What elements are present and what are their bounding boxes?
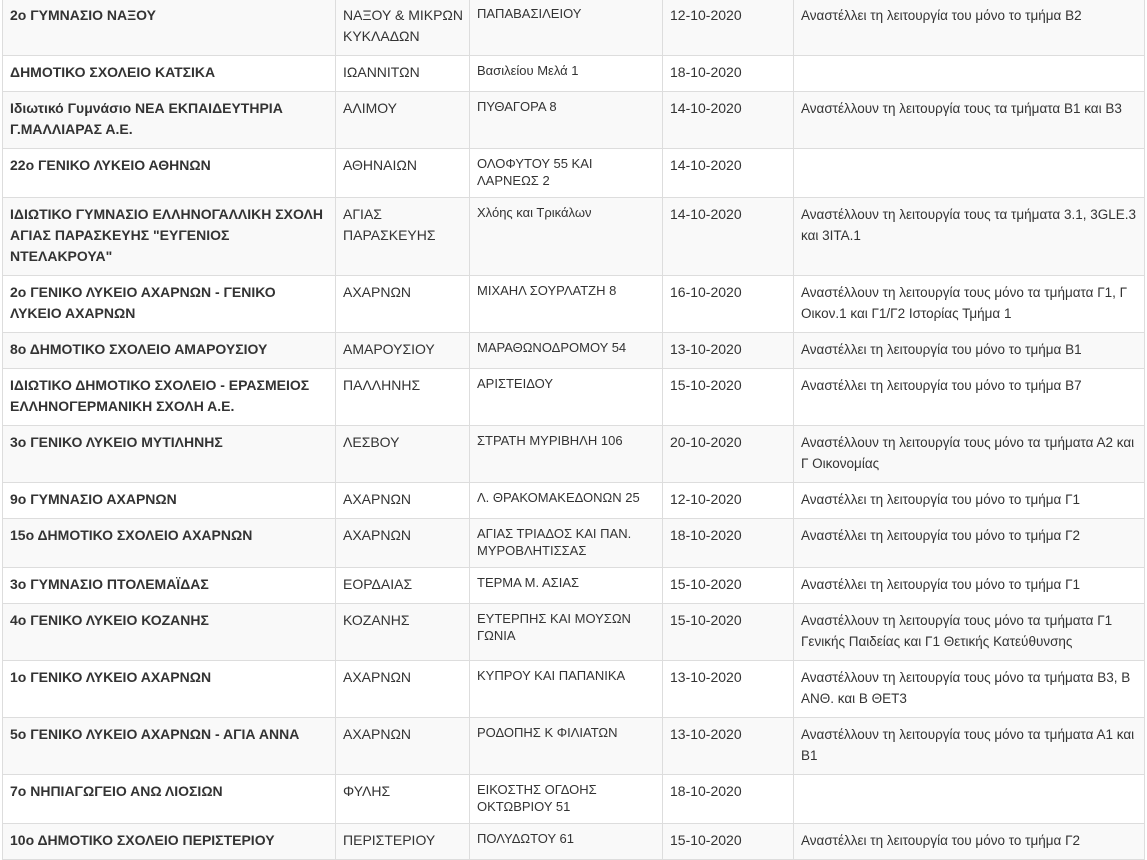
note-cell: Αναστέλλουν τη λειτουργία τους μόνο τα τμήματα Β3, Β ΑΝΘ. και Β ΘΕΤ3 xyxy=(794,661,1145,718)
date-cell: 14-10-2020 xyxy=(663,92,794,149)
area-cell: ΦΥΛΗΣ xyxy=(336,775,470,824)
table-row xyxy=(3,92,1145,149)
school-name-cell: 1ο ΓΕΝΙΚΟ ΛΥΚΕΙΟ ΑΧΑΡΝΩΝ xyxy=(3,661,336,718)
address-cell: ΑΡΙΣΤΕΙΔΟΥ xyxy=(470,369,663,426)
area-cell: ΑΧΑΡΝΩΝ xyxy=(336,483,470,519)
address-cell: ΟΛΟΦΥΤΟΥ 55 ΚΑΙ ΛΑΡΝΕΩΣ 2 xyxy=(470,149,663,198)
date-cell: 12-10-2020 xyxy=(663,483,794,519)
date-cell: 15-10-2020 xyxy=(663,369,794,426)
school-name-cell: 10ο ΔΗΜΟΤΙΚΟ ΣΧΟΛΕΙΟ ΠΕΡΙΣΤΕΡΙΟΥ xyxy=(3,824,336,860)
note-cell xyxy=(794,775,1145,824)
date-cell: 15-10-2020 xyxy=(663,604,794,661)
date-cell: 13-10-2020 xyxy=(663,661,794,718)
school-name-cell: 3ο ΓΥΜΝΑΣΙΟ ΠΤΟΛΕΜΑΪΔΑΣ xyxy=(3,568,336,604)
address-cell: ΕΥΤΕΡΠΗΣ ΚΑΙ ΜΟΥΣΩΝ ΓΩΝΙΑ xyxy=(470,604,663,661)
table-row xyxy=(3,0,1145,56)
school-name-cell: ΙΔΙΩΤΙΚΟ ΓΥΜΝΑΣΙΟ ΕΛΛΗΝΟΓΑΛΛΙΚΗ ΣΧΟΛΗ ΑΓΙΑΣ ΠΑΡΑΣΚΕΥΗΣ "ΕΥΓΕΝΙΟΣ ΝΤΕΛΑΚΡΟΥΑ" xyxy=(3,198,336,276)
school-name-cell: 7ο ΝΗΠΙΑΓΩΓΕΙΟ ΑΝΩ ΛΙΟΣΙΩΝ xyxy=(3,775,336,824)
school-name-cell: 22ο ΓΕΝΙΚΟ ΛΥΚΕΙΟ ΑΘΗΝΩΝ xyxy=(3,149,336,198)
table-row xyxy=(3,56,1145,92)
address-cell: ΤΕΡΜΑ Μ. ΑΣΙΑΣ xyxy=(470,568,663,604)
date-cell: 12-10-2020 xyxy=(663,0,794,56)
table-row xyxy=(3,149,1145,198)
table-body xyxy=(3,0,1145,860)
note-cell: Αναστέλλουν τη λειτουργία τους μόνο τα τμήματα Γ1, Γ Οικον.1 και Γ1/Γ2 Ιστορίας Τμήμα 1 xyxy=(794,276,1145,333)
school-name-cell: 3ο ΓΕΝΙΚΟ ΛΥΚΕΙΟ ΜΥΤΙΛΗΝΗΣ xyxy=(3,426,336,483)
area-cell: ΙΩΑΝΝΙΤΩΝ xyxy=(336,56,470,92)
school-name-cell: 9ο ΓΥΜΝΑΣΙΟ ΑΧΑΡΝΩΝ xyxy=(3,483,336,519)
area-cell: ΑΧΑΡΝΩΝ xyxy=(336,276,470,333)
note-cell: Αναστέλλει τη λειτουργία του μόνο το τμήμα Β7 xyxy=(794,369,1145,426)
table-row xyxy=(3,661,1145,718)
area-cell: ΚΟΖΑΝΗΣ xyxy=(336,604,470,661)
table-row xyxy=(3,718,1145,775)
address-cell: Λ. ΘΡΑΚΟΜΑΚΕΔΟΝΩΝ 25 xyxy=(470,483,663,519)
address-cell: Βασιλείου Μελά 1 xyxy=(470,56,663,92)
note-cell: Αναστέλλουν τη λειτουργία τους μόνο τα τμήματα Α2 και Γ Οικονομίας xyxy=(794,426,1145,483)
note-cell: Αναστέλλει τη λειτουργία του μόνο το τμήμα Γ1 xyxy=(794,568,1145,604)
table-row xyxy=(3,519,1145,568)
area-cell: ΛΕΣΒΟΥ xyxy=(336,426,470,483)
date-cell: 14-10-2020 xyxy=(663,198,794,276)
table-row xyxy=(3,426,1145,483)
note-cell xyxy=(794,56,1145,92)
table-row xyxy=(3,483,1145,519)
table-row xyxy=(3,333,1145,369)
date-cell: 15-10-2020 xyxy=(663,824,794,860)
note-cell: Αναστέλλουν τη λειτουργία τους μόνο τα τμήματα Α1 και Β1 xyxy=(794,718,1145,775)
school-name-cell: 2ο ΓΥΜΝΑΣΙΟ ΝΑΞΟΥ xyxy=(3,0,336,56)
area-cell: ΝΑΞΟΥ & ΜΙΚΡΩΝ ΚΥΚΛΑΔΩΝ xyxy=(336,0,470,56)
area-cell: ΠΑΛΛΗΝΗΣ xyxy=(336,369,470,426)
address-cell: ΠΟΛΥΔΩΤΟΥ 61 xyxy=(470,824,663,860)
school-name-cell: Ιδιωτικό Γυμνάσιο ΝΕΑ ΕΚΠΑΙΔΕΥΤΗΡΙΑ Γ.ΜΑΛΛΙΑΡΑΣ Α.Ε. xyxy=(3,92,336,149)
table-row xyxy=(3,276,1145,333)
date-cell: 15-10-2020 xyxy=(663,568,794,604)
address-cell: ΠΥΘΑΓΟΡΑ 8 xyxy=(470,92,663,149)
table-row xyxy=(3,369,1145,426)
school-name-cell: 2ο ΓΕΝΙΚΟ ΛΥΚΕΙΟ ΑΧΑΡΝΩΝ - ΓΕΝΙΚΟ ΛΥΚΕΙΟ ΑΧΑΡΝΩΝ xyxy=(3,276,336,333)
address-cell: Χλόης και Τρικάλων xyxy=(470,198,663,276)
date-cell: 18-10-2020 xyxy=(663,56,794,92)
area-cell: ΑΧΑΡΝΩΝ xyxy=(336,519,470,568)
note-cell xyxy=(794,149,1145,198)
area-cell: ΕΟΡΔΑΙΑΣ xyxy=(336,568,470,604)
date-cell: 13-10-2020 xyxy=(663,333,794,369)
table-row xyxy=(3,568,1145,604)
date-cell: 18-10-2020 xyxy=(663,775,794,824)
area-cell: ΑΜΑΡΟΥΣΙΟΥ xyxy=(336,333,470,369)
address-cell: ΑΓΙΑΣ ΤΡΙΑΔΟΣ ΚΑΙ ΠΑΝ. ΜΥΡΟΒΛΗΤΙΣΣΑΣ xyxy=(470,519,663,568)
address-cell: ΜΙΧΑΗΛ ΣΟΥΡΛΑΤΖΗ 8 xyxy=(470,276,663,333)
area-cell: ΑΧΑΡΝΩΝ xyxy=(336,718,470,775)
note-cell: Αναστέλλει τη λειτουργία του μόνο το τμήμα Γ2 xyxy=(794,824,1145,860)
area-cell: ΑΘΗΝΑΙΩΝ xyxy=(336,149,470,198)
table-row xyxy=(3,824,1145,860)
area-cell: ΑΓΙΑΣ ΠΑΡΑΣΚΕΥΗΣ xyxy=(336,198,470,276)
table-row xyxy=(3,604,1145,661)
address-cell: ΠΑΠΑΒΑΣΙΛΕΙΟΥ xyxy=(470,0,663,56)
area-cell: ΠΕΡΙΣΤΕΡΙΟΥ xyxy=(336,824,470,860)
date-cell: 14-10-2020 xyxy=(663,149,794,198)
school-name-cell: 4ο ΓΕΝΙΚΟ ΛΥΚΕΙΟ ΚΟΖΑΝΗΣ xyxy=(3,604,336,661)
school-name-cell: ΔΗΜΟΤΙΚΟ ΣΧΟΛΕΙΟ ΚΑΤΣΙΚΑ xyxy=(3,56,336,92)
date-cell: 20-10-2020 xyxy=(663,426,794,483)
area-cell: ΑΧΑΡΝΩΝ xyxy=(336,661,470,718)
note-cell: Αναστέλλουν τη λειτουργία τους τα τμήματα 3.1, 3GLE.3 και 3ITA.1 xyxy=(794,198,1145,276)
note-cell: Αναστέλλει τη λειτουργία του μόνο το τμήμα Γ2 xyxy=(794,519,1145,568)
table-row xyxy=(3,775,1145,824)
address-cell: ΕΙΚΟΣΤΗΣ ΟΓΔΟΗΣ ΟΚΤΩΒΡΙΟΥ 51 xyxy=(470,775,663,824)
note-cell: Αναστέλλει τη λειτουργία του μόνο το τμήμα Β1 xyxy=(794,333,1145,369)
date-cell: 16-10-2020 xyxy=(663,276,794,333)
area-cell: ΑΛΙΜΟΥ xyxy=(336,92,470,149)
date-cell: 13-10-2020 xyxy=(663,718,794,775)
school-name-cell: 15ο ΔΗΜΟΤΙΚΟ ΣΧΟΛΕΙΟ ΑΧΑΡΝΩΝ xyxy=(3,519,336,568)
address-cell: ΚΥΠΡΟΥ ΚΑΙ ΠΑΠΑΝΙΚΑ xyxy=(470,661,663,718)
note-cell: Αναστέλλουν τη λειτουργία τους μόνο τα τμήματα Γ1 Γενικής Παιδείας και Γ1 Θετικής Κατεύθυνσης xyxy=(794,604,1145,661)
school-name-cell: 5ο ΓΕΝΙΚΟ ΛΥΚΕΙΟ ΑΧΑΡΝΩΝ - ΑΓΙΑ ΑΝΝΑ xyxy=(3,718,336,775)
school-closures-table xyxy=(2,0,1145,860)
table-row xyxy=(3,198,1145,276)
date-cell: 18-10-2020 xyxy=(663,519,794,568)
address-cell: ΜΑΡΑΘΩΝΟΔΡΟΜΟΥ 54 xyxy=(470,333,663,369)
note-cell: Αναστέλλουν τη λειτουργία τους τα τμήματα Β1 και Β3 xyxy=(794,92,1145,149)
address-cell: ΣΤΡΑΤΗ ΜΥΡΙΒΗΛΗ 106 xyxy=(470,426,663,483)
note-cell: Αναστέλλει τη λειτουργία του μόνο το τμήμα Β2 xyxy=(794,0,1145,56)
note-cell: Αναστέλλει τη λειτουργία του μόνο το τμήμα Γ1 xyxy=(794,483,1145,519)
school-name-cell: 8ο ΔΗΜΟΤΙΚΟ ΣΧΟΛΕΙΟ ΑΜΑΡΟΥΣΙΟΥ xyxy=(3,333,336,369)
school-name-cell: ΙΔΙΩΤΙΚΟ ΔΗΜΟΤΙΚΟ ΣΧΟΛΕΙΟ - ΕΡΑΣΜΕΙΟΣ ΕΛΛΗΝΟΓΕΡΜΑΝΙΚΗ ΣΧΟΛΗ Α.Ε. xyxy=(3,369,336,426)
address-cell: ΡΟΔΟΠΗΣ Κ ΦΙΛΙΑΤΩΝ xyxy=(470,718,663,775)
